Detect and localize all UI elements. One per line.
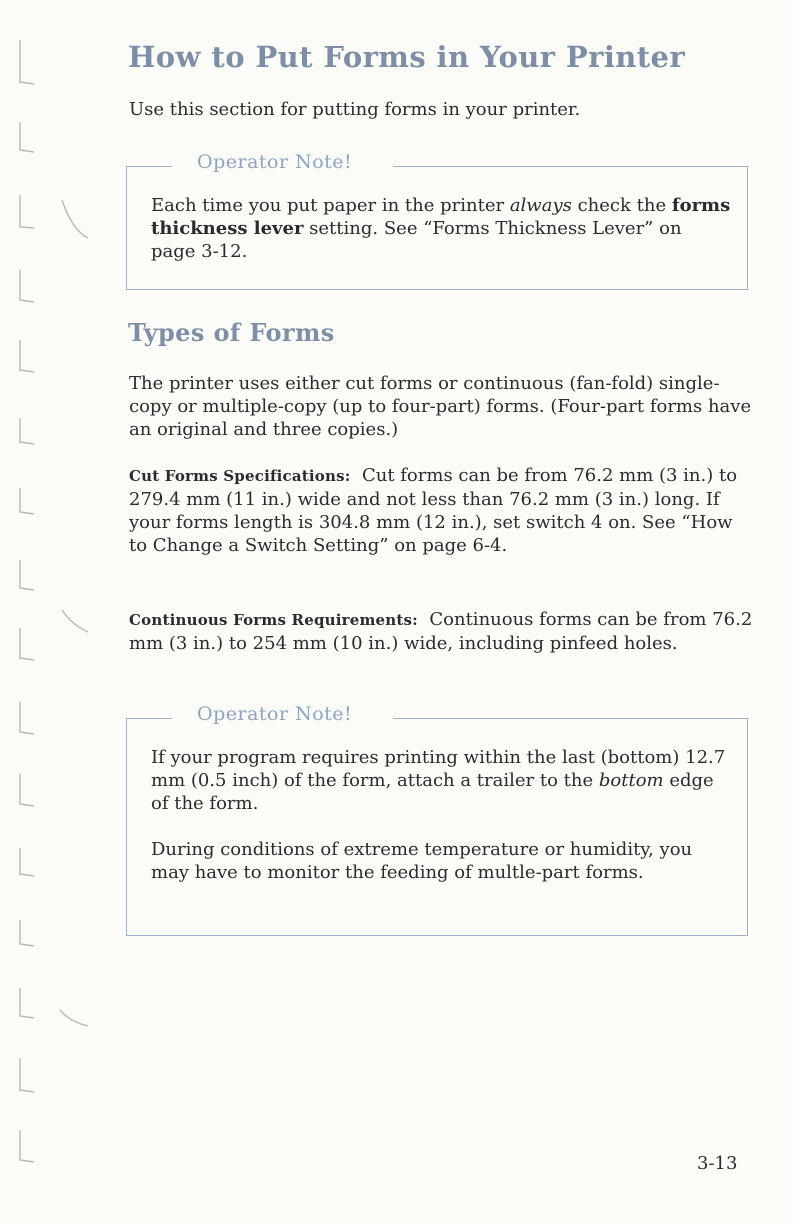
page-title: How to Put Forms in Your Printer [128, 40, 686, 74]
operator-note-box-2 [126, 703, 748, 936]
page-number: 3-13 [697, 1153, 738, 1174]
continuous-forms-label: Continuous Forms Requirements: [129, 611, 418, 629]
note-text-2a: If your program requires printing within the last (bottom) 12.7 mm (0.5 inch) of the form, attach a trailer to the bottom edge of the form. [151, 747, 726, 814]
intro-paragraph: Use this section for putting forms in your printer. [129, 99, 581, 120]
cut-forms-label: Cut Forms Specifications: [129, 467, 351, 485]
note-text-1: Each time you put paper in the printer always check the forms thickness lever setting. See “Forms Thickness Lever” on page 3-12. [151, 195, 731, 262]
cut-forms-paragraph: Cut Forms Specifications: Cut forms can be from 76.2 mm (3 in.) to 279.4 mm (11 in.) wide and not less than 76.2 mm (3 in.) long. If your forms length is 304.8 mm (12 in.), set switch 4 on. See “How to Change a Switch Setting” on page 6-4. [129, 465, 738, 556]
note-text-2b: During conditions of extreme temperature or humidity, you may have to monitor the feeding of multle-part forms. [151, 839, 693, 883]
operator-note-box-1 [126, 151, 748, 290]
types-paragraph: The printer uses either cut forms or continuous (fan-fold) single-copy or multiple-copy (up to four-part) forms. (Four-part forms have an original and three copies.) [129, 373, 752, 440]
note-title-2: Operator Note! [197, 703, 353, 725]
binder-marks [0, 0, 100, 1224]
section-title: Types of Forms [128, 318, 335, 347]
note-title-1: Operator Note! [197, 151, 353, 173]
continuous-forms-paragraph: Continuous Forms Requirements: Continuous forms can be from 76.2 mm (3 in.) to 254 mm (10 in.) wide, including pinfeed holes. [129, 609, 753, 654]
